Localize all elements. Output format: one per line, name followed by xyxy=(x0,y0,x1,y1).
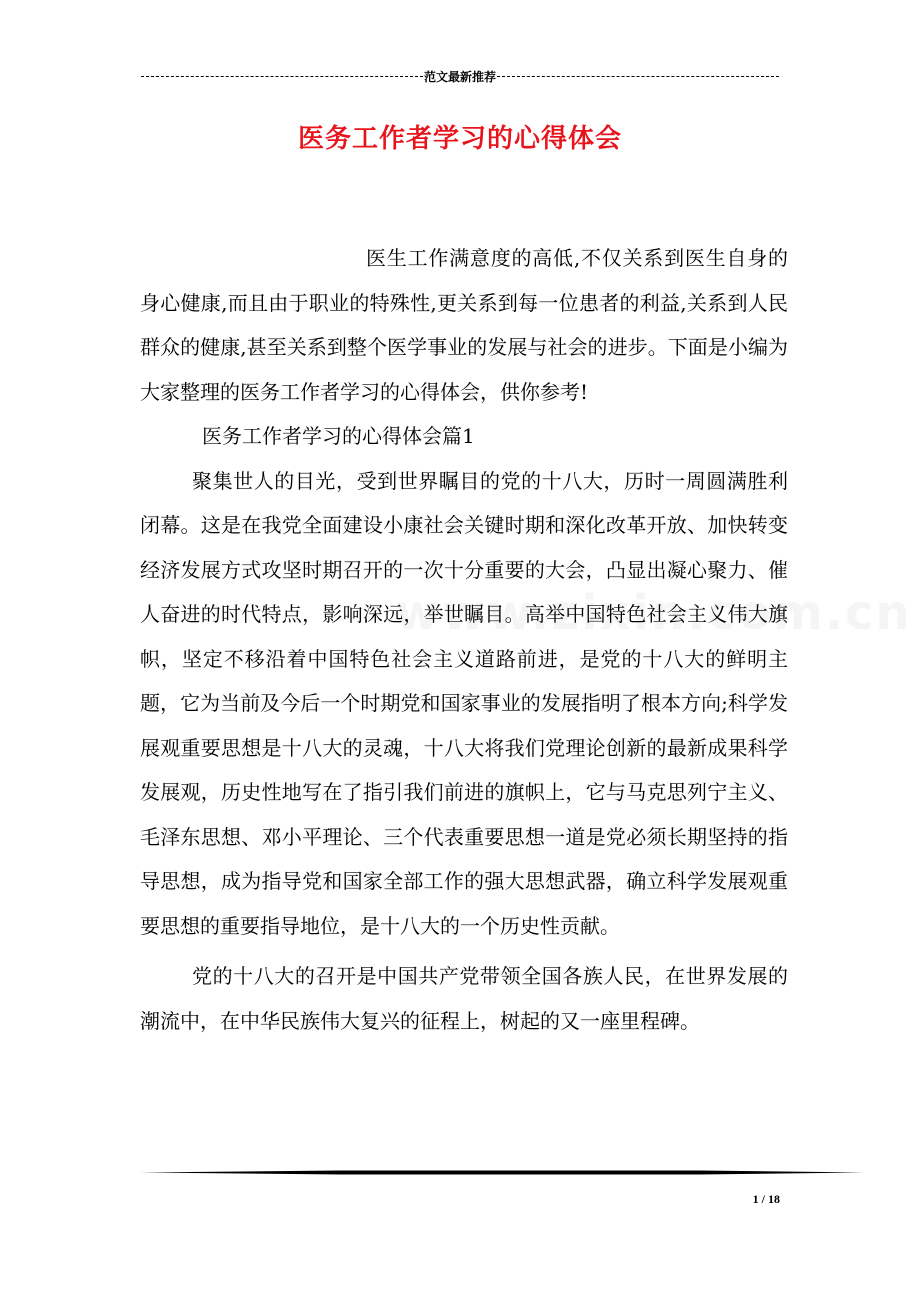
header-dashes-right xyxy=(497,76,779,77)
page-header xyxy=(140,66,780,86)
document-title: 医务工作者学习的心得体会 xyxy=(297,124,622,154)
page-number: 1 / 18 xyxy=(752,1192,780,1206)
body-paragraph-1: 聚集世人的目光，受到世界瞩目的党的十八大，历时一周圆满胜利闭幕。这是在我党全面建设小康社会关键时期和深化改革开放、加快转变经济发展方式攻坚时期召开的一次十分重要的大会，凸显出凝心聚力、催人奋进的时代特点，影响深远，举世瞩目。高举中国特色社会主义伟大旗帜，坚定不移沿着中国特色社会主义道路前进，是党的十八大的鲜明主题，它为当前及今后一个时期党和国家事业的发展指明了根本方向;科学发展观重要思想是十八大的灵魂，十八大将我们党理论创新的最新成果科学发展观，历史性地写在了指引我们前进的旗帜上，它与马克思列宁主义、毛泽东思想、邓小平理论、三个代表重要思想一道是党必须长期坚持的指导思想，成为指导党和国家全部工作的强大思想武器，确立科学发展观重要思想的重要指导地位，是十八大的一个历史性贡献。 xyxy=(140,468,788,938)
body-paragraph-2: 党的十八大的召开是中国共产党带领全国各族人民，在世界发展的潮流中，在中华民族伟大复兴的征程上，树起的又一座里程碑。 xyxy=(140,964,788,1033)
section-heading: 医务工作者学习的心得体会篇1 xyxy=(202,424,475,448)
header-label: 范文最新推荐 xyxy=(424,69,497,84)
intro-paragraph: 医生工作满意度的高低,不仅关系到医生自身的身心健康,而且由于职业的特殊性,更关系到每一位患者的利益,关系到人民群众的健康,甚至关系到整个医学事业的发展与社会的进步。下面是小编为大家整理的医务工作者学习的心得体会，供你参考! xyxy=(140,246,788,404)
header-dashes-left xyxy=(141,76,423,77)
footer-rule xyxy=(140,1170,864,1175)
document-body xyxy=(140,236,788,1043)
